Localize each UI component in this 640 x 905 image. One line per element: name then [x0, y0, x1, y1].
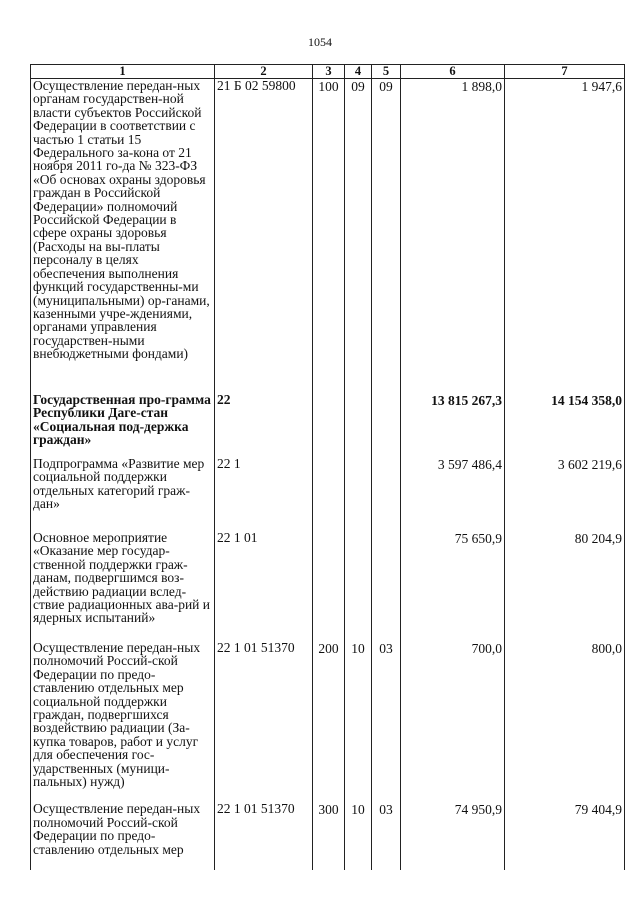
budget-table [30, 64, 625, 870]
section-code [345, 447, 372, 519]
column-number-row [31, 65, 625, 79]
amount-year-2: 80 204,9 [505, 519, 625, 629]
target-article-code: 22 1 [215, 447, 313, 519]
row-name: Осуществление передан-ных полномочий Россий-ской Федерации по предо-ставлению отдельных мер социальной поддержки граждан, подвергшихся воздействию радиации (За-купка товаров, работ и услуг для обеспечения гос-ударственных (муници-пальных) нужд) [31, 629, 215, 788]
expense-type-code: 300 [313, 788, 345, 870]
target-article-code: 22 1 01 51370 [215, 788, 313, 870]
row-name: Государственная про-грамма Республики Даге-стан «Социальная под-держка граждан» [31, 369, 215, 447]
target-article-code: 22 1 01 51370 [215, 629, 313, 788]
column-header: 7 [505, 65, 625, 79]
amount-year-1: 700,0 [401, 629, 505, 788]
column-header: 2 [215, 65, 313, 79]
section-code: 10 [345, 788, 372, 870]
column-header: 3 [313, 65, 345, 79]
target-article-code: 21 Б 02 59800 [215, 79, 313, 370]
amount-year-2: 800,0 [505, 629, 625, 788]
page-number: 1054 [308, 35, 332, 49]
subsection-code: 03 [372, 788, 401, 870]
amount-year-2: 3 602 219,6 [505, 447, 625, 519]
amount-year-1: 1 898,0 [401, 79, 505, 370]
subsection-code [372, 519, 401, 629]
expense-type-code: 100 [313, 79, 345, 370]
section-code [345, 369, 372, 447]
row-name: Осуществление передан-ных органам государствен-ной власти субъектов Российской Федерации в соответствии с частью 1 статьи 15 Федерального за-кона от 21 ноября 2011 го-да № 323-ФЗ «Об основах охраны здоровья граждан в Российской Федерации» полномочий Российской Федерации в сфере охраны здоровья (Расходы на вы-платы персоналу в целях обеспечения выполнения функций государственны-ми (муниципальными) ор-ганами, казенными учре-ждениями, органами управления государствен-ными внебюджетными фондами) [31, 79, 215, 370]
subsection-code [372, 447, 401, 519]
amount-year-2: 14 154 358,0 [505, 369, 625, 447]
subsection-code: 03 [372, 629, 401, 788]
amount-year-1: 74 950,9 [401, 788, 505, 870]
amount-year-2: 79 404,9 [505, 788, 625, 870]
table-row [31, 369, 625, 447]
column-header: 6 [401, 65, 505, 79]
column-header: 5 [372, 65, 401, 79]
table-row [31, 79, 625, 370]
section-code: 10 [345, 629, 372, 788]
expense-type-code [313, 519, 345, 629]
expense-type-code [313, 447, 345, 519]
row-name: Подпрограмма «Развитие мер социальной поддержки отдельных категорий граж-дан» [31, 447, 215, 519]
row-name: Осуществление передан-ных полномочий Россий-ской Федерации по предо-ставлению отдельных мер [31, 788, 215, 870]
amount-year-1: 3 597 486,4 [401, 447, 505, 519]
column-header: 1 [31, 65, 215, 79]
subsection-code: 09 [372, 79, 401, 370]
table-row [31, 629, 625, 788]
subsection-code [372, 369, 401, 447]
expense-type-code [313, 369, 345, 447]
table-row [31, 519, 625, 629]
expense-type-code: 200 [313, 629, 345, 788]
table-row [31, 447, 625, 519]
table-row [31, 788, 625, 870]
section-code [345, 519, 372, 629]
row-name: Основное мероприятие «Оказание мер государ-ственной поддержки граж-данам, подвергшимся воз-действию радиации вслед-ствие радиационных ава-рий и ядерных испытаний» [31, 519, 215, 629]
section-code: 09 [345, 79, 372, 370]
target-article-code: 22 [215, 369, 313, 447]
amount-year-1: 75 650,9 [401, 519, 505, 629]
amount-year-2: 1 947,6 [505, 79, 625, 370]
column-header: 4 [345, 65, 372, 79]
amount-year-1: 13 815 267,3 [401, 369, 505, 447]
target-article-code: 22 1 01 [215, 519, 313, 629]
